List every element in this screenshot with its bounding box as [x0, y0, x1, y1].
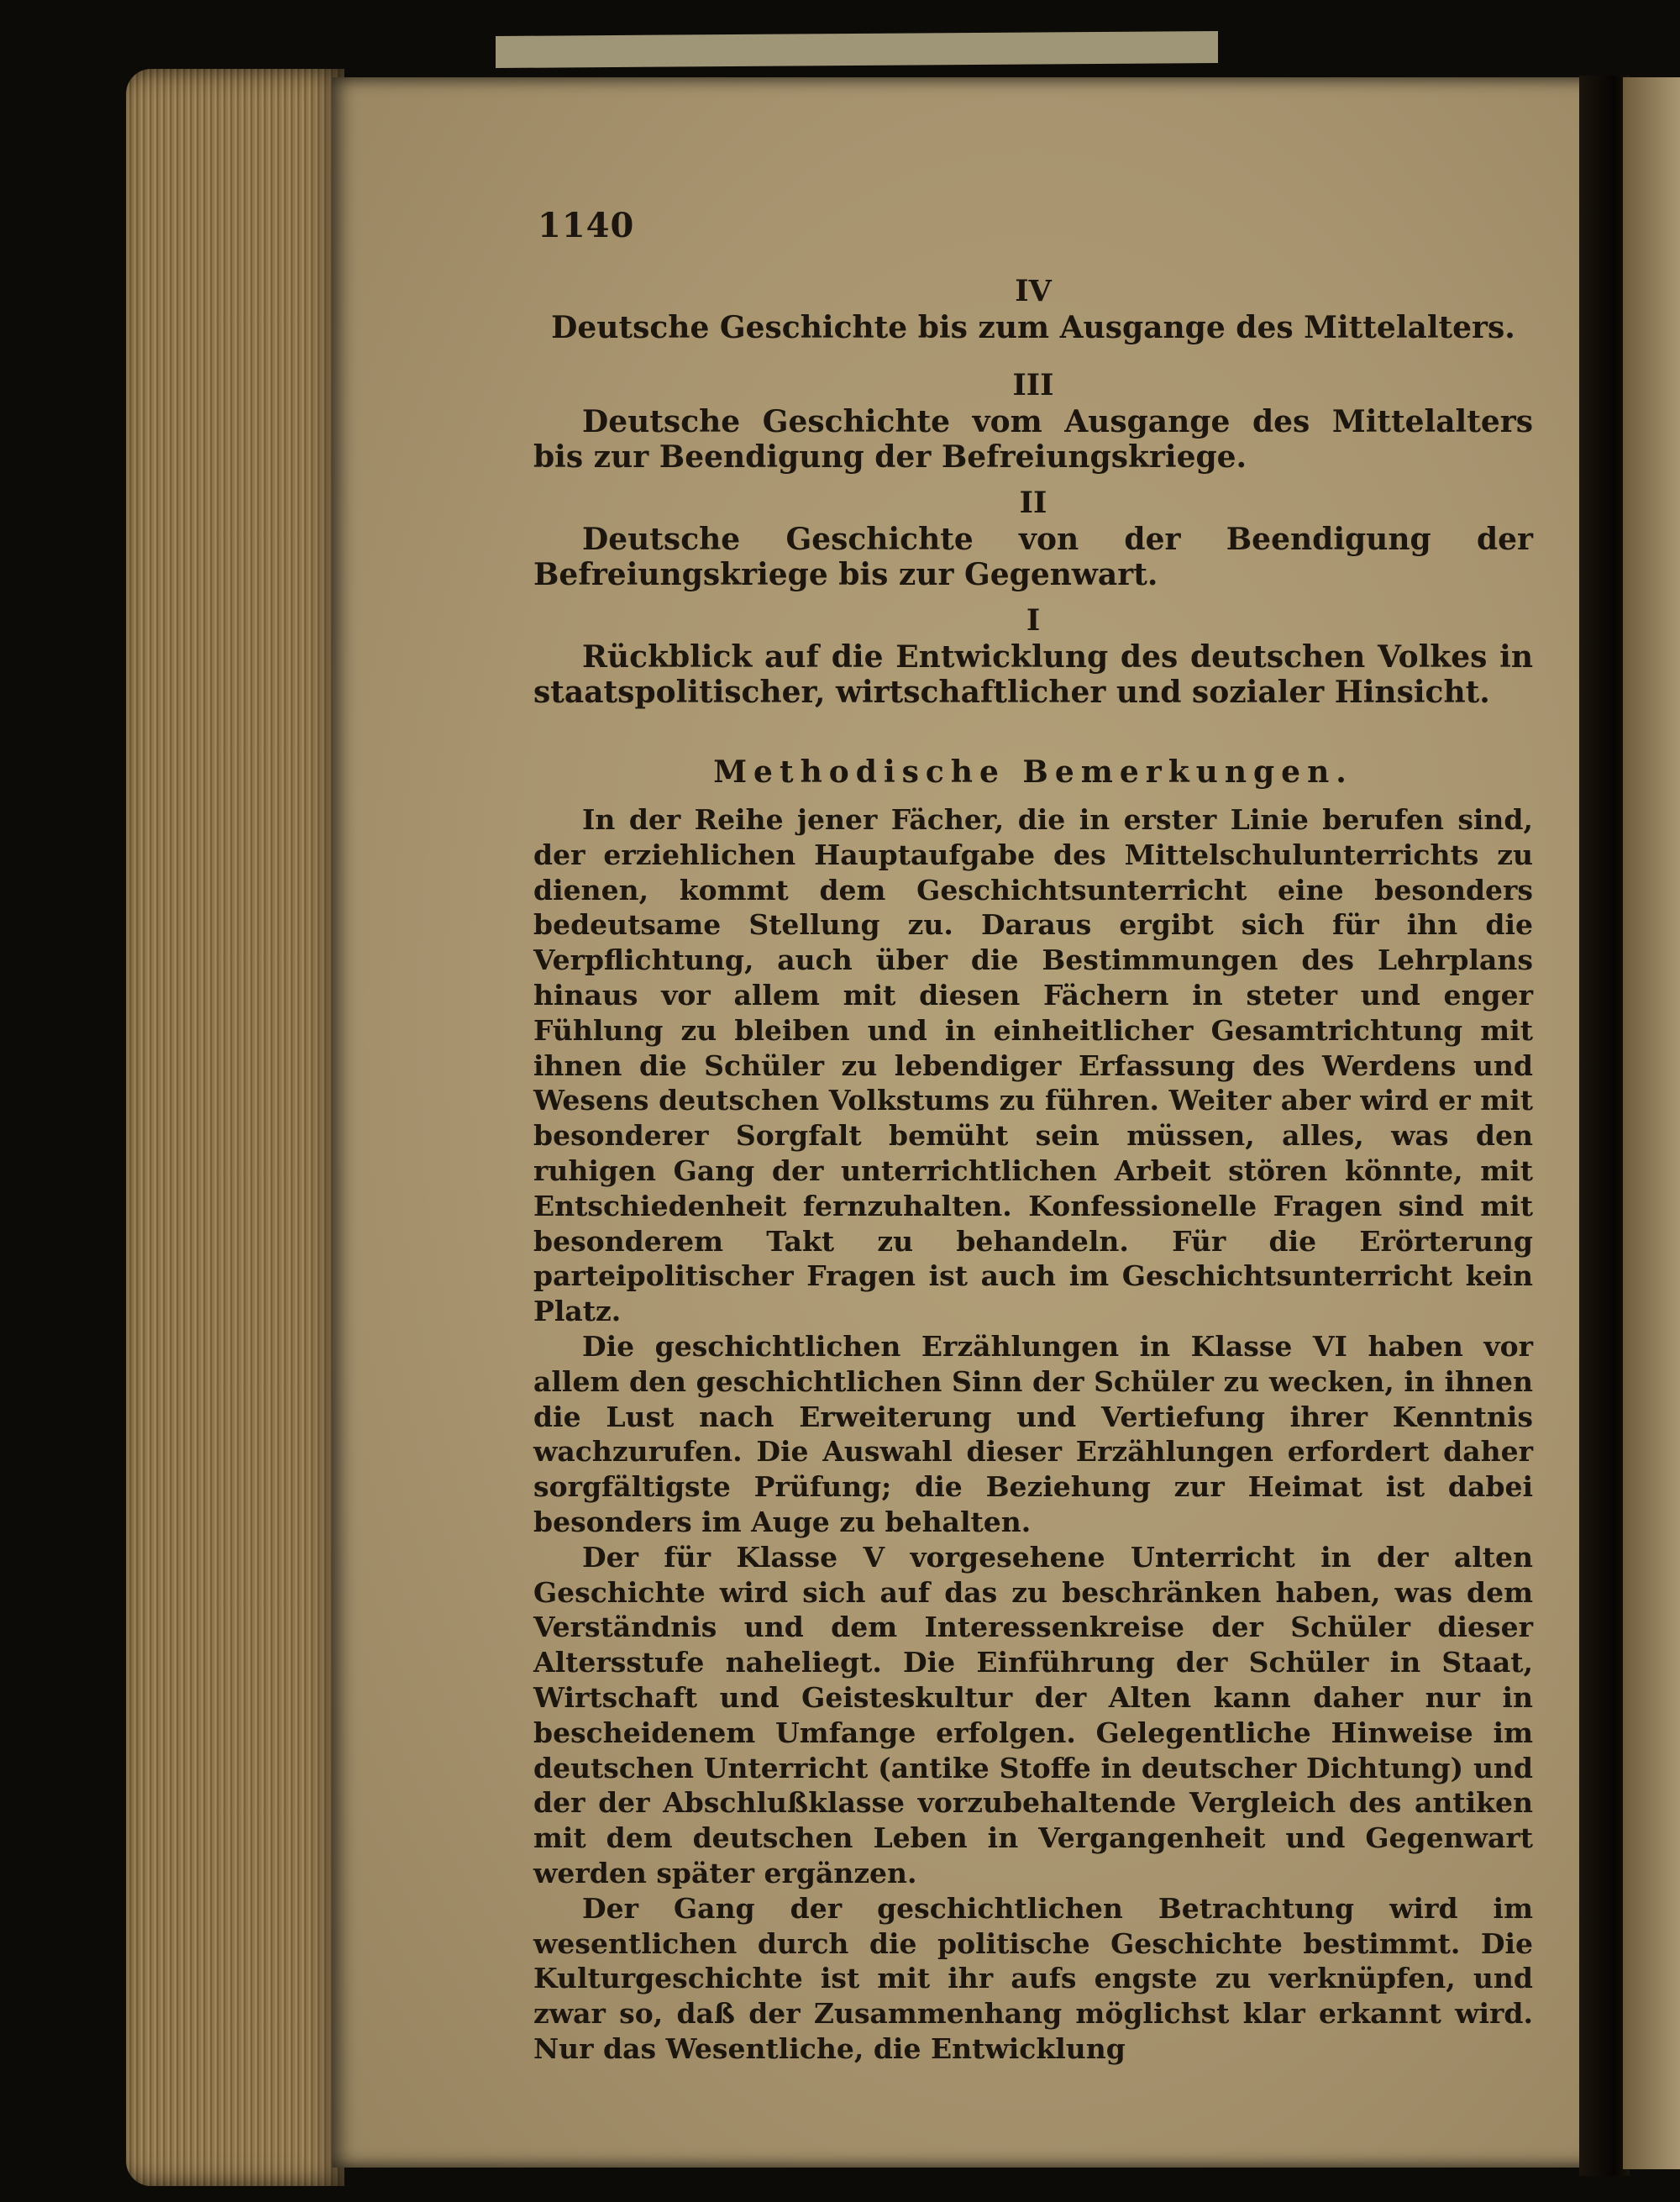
unit-numeral: IV — [1015, 274, 1052, 308]
curriculum-units — [533, 273, 1533, 710]
book-page-edges — [126, 69, 344, 2186]
unit-numeral: III — [1012, 368, 1054, 402]
body-paragraph: Der für Klasse V vorgesehene Unterricht in der alten Geschichte wird sich auf das zu beschränken haben, was dem Verständnis und dem Interessenkreise der Schüler dieser Altersstufe naheliegt. Die Einführung der Schüler in Staat, Wirtschaft und Geisteskultur der Alten kann daher nur in bescheidenem Umfange erfolgen. Gelegentliche Hinweise im deutschen Unterricht (antike Stoffe in deutscher Dichtung) und der der Abschlußklasse vorzubehaltende Vergleich des antiken mit dem deutschen Leben in Vergangenheit und Gegenwart werden später ergänzen. — [533, 1540, 1533, 1889]
facing-page-edge — [1623, 77, 1680, 2169]
body-paragraph: Der Gang der geschichtlichen Betrachtung wird im wesentlichen durch die politische Geschichte bestimmt. Die Kulturgeschichte ist mit ihr aufs engste zu verknüpfen, und zwar so, daß der Zusammenhang möglichst klar erkannt wird. Nur das Wesentliche, die Entwicklung — [533, 1891, 1533, 2065]
body-paragraph: Die geschichtlichen Erzählungen in Klasse VI haben vor allem den geschichtlichen Sinn der Schüler zu wecken, in ihnen die Lust nach Erweiterung und Vertiefung ihrer Kenntnis wachzurufen. Die Auswahl dieser Erzählungen erfordert daher sorgfältigste Prüfung; die Beziehung zur Heimat ist dabei besonders im Auge zu behalten. — [533, 1329, 1533, 1538]
page-content — [533, 193, 1533, 2067]
section-title: Methodische Bemerkungen. — [713, 754, 1353, 790]
unit-text: Deutsche Geschichte vom Ausgange des Mittelalters bis zur Beendigung der Befreiungskriege. — [533, 404, 1533, 475]
unit-numeral: II — [1019, 486, 1047, 520]
unit-text: Rückblick auf die Entwicklung des deutschen Volkes in staatspolitischer, wirtschaftlicher und sozialer Hinsicht. — [533, 639, 1533, 710]
unit-text: Deutsche Geschichte von der Beendigung der Befreiungskriege bis zur Gegenwart. — [533, 522, 1533, 592]
unit-numeral: I — [1026, 603, 1041, 638]
unit-text: Deutsche Geschichte bis zum Ausgange des Mittelalters. — [551, 310, 1515, 345]
body-paragraph: In der Reihe jener Fächer, die in erster Linie berufen sind, der erziehlichen Hauptaufgabe des Mittelschulunterrichts zu dienen, kommt dem Geschichtsunterricht eine besonders bedeutsame Stellung zu. Daraus ergibt sich für ihn die Verpflichtung, auch über die Bestimmungen des Lehrplans hinaus vor allem mit diesen Fächern in steter und enger Fühlung zu bleiben und in einheitlicher Gesamtrichtung mit ihnen die Schüler zu lebendiger Erfassung des Werdens und Wesens deutschen Volkstums zu führen. Weiter aber wird er mit besonderer Sorgfalt bemüht sein müssen, alles, was den ruhigen Gang der unterrichtlichen Arbeit stören könnte, mit Entschiedenheit fernzuhalten. Konfessionelle Fragen sind mit besonderem Takt zu behandeln. Für die Erörterung parteipolitischer Fragen ist auch im Geschichtsunterricht kein Platz. — [533, 803, 1533, 1328]
page-number: 1140 — [538, 206, 635, 245]
book-page-tab — [496, 31, 1218, 68]
book-gutter — [1579, 76, 1630, 2176]
section-body — [533, 802, 1533, 2067]
